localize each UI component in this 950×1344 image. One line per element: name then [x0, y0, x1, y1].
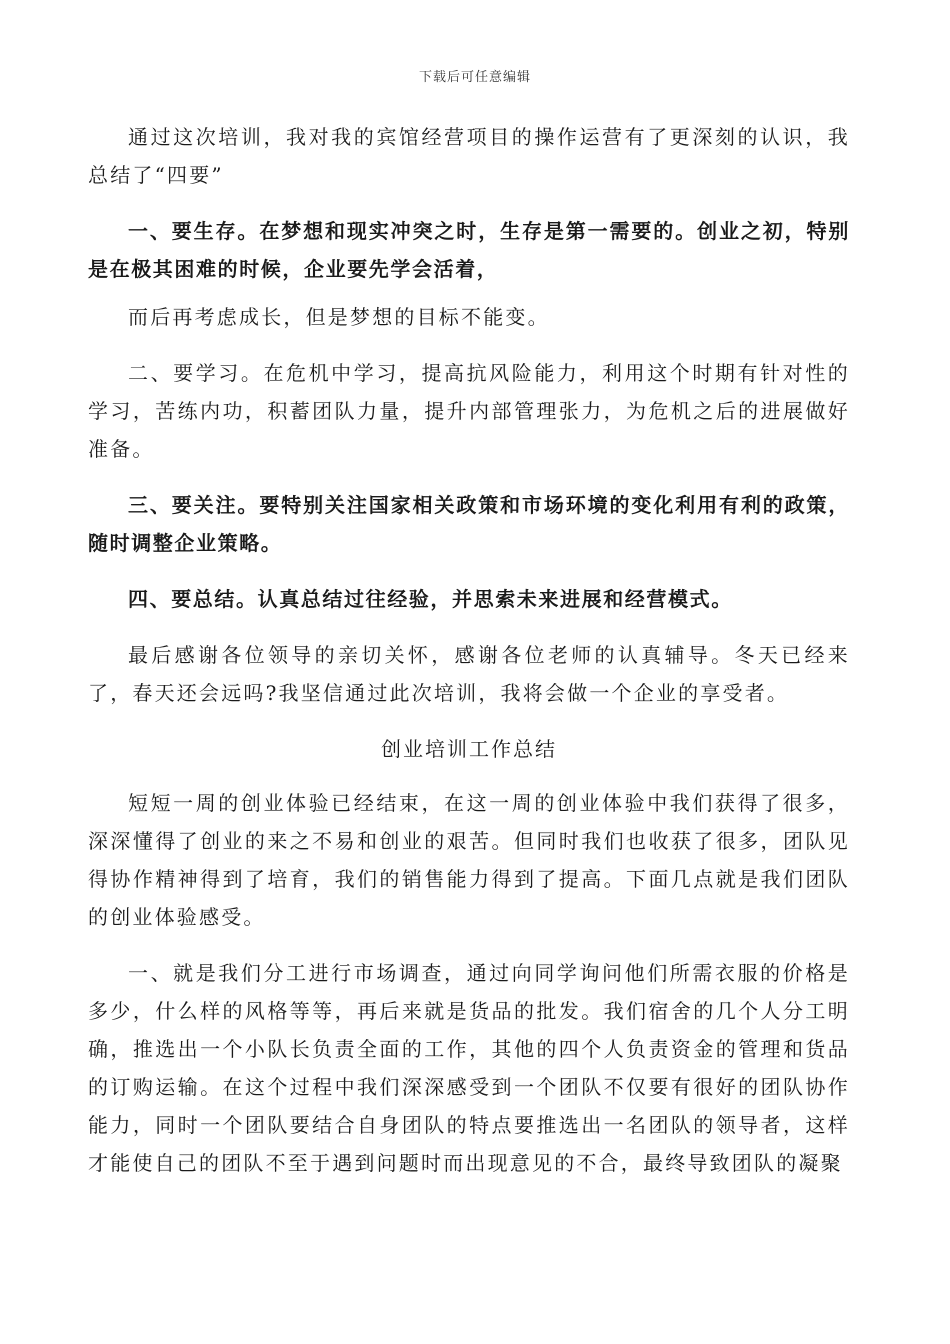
point-1-paragraph: 一、要生存。在梦想和现实冲突之时，生存是第一需要的。创业之初，特别是在极其困难的时候，企业要先学会活着，	[88, 219, 850, 281]
intro-paragraph: 通过这次培训，我对我的宾馆经营项目的操作运营有了更深刻的认识，我总结了“四要”	[88, 125, 850, 187]
point-3-paragraph: 三、要关注。要特别关注国家相关政策和市场环境的变化利用有利的政策，随时调整企业策略。	[88, 493, 850, 555]
summary-paragraph-2: 一、就是我们分工进行市场调查，通过向同学询问他们所需衣服的价格是多少，什么样的风格等等，再后来就是货品的批发。我们宿舍的几个人分工明确，推选出一个小队长负责全面的工作，其他的四个人负责资金的管理和货品的订购运输。在这个过程中我们深深感受到一个团队不仅要有很好的团队协作能力，同时一个团队要结合自身团队的特点要推选出一名团队的领导者，这样才能使自己的团队不至于遇到问题时而出现意见的不合，最终导致团队的凝聚	[88, 961, 850, 1175]
section-title: 创业培训工作总结	[381, 737, 557, 761]
document-body	[88, 118, 850, 1200]
point-2-paragraph: 二、要学习。在危机中学习，提高抗风险能力，利用这个时期有针对性的学习，苦练内功，积蓄团队力量，提升内部管理张力，为危机之后的进展做好准备。	[88, 361, 850, 461]
point-4-paragraph: 四、要总结。认真总结过往经验，并思索未来进展和经营模式。	[128, 587, 733, 611]
header-note: 下载后可任意编辑	[418, 70, 531, 85]
closing-paragraph: 最后感谢各位领导的亲切关怀，感谢各位老师的认真辅导。冬天已经来了，春天还会远吗?我坚信通过此次培训，我将会做一个企业的享受者。	[88, 643, 850, 705]
summary-paragraph-1: 短短一周的创业体验已经结束，在这一周的创业体验中我们获得了很多，深深懂得了创业的来之不易和创业的艰苦。但同时我们也收获了很多，团队见得协作精神得到了培育，我们的销售能力得到了提高。下面几点就是我们团队的创业体验感受。	[88, 791, 850, 929]
point-1-continuation: 而后再考虑成长，但是梦想的目标不能变。	[128, 305, 550, 329]
